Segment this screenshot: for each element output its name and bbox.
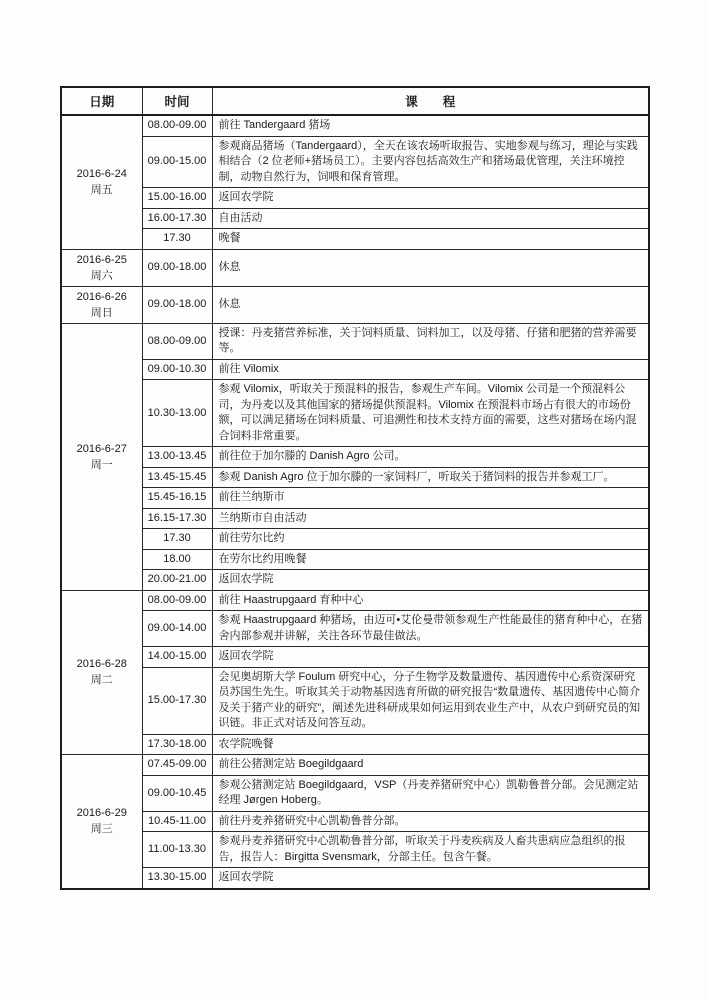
date-cell (61, 755, 142, 889)
weekday-text: 周五 (90, 184, 113, 197)
time-cell: 18.00 (142, 549, 212, 570)
table-row (61, 647, 649, 668)
time-cell: 17.30-18.00 (142, 734, 212, 755)
course-cell: 休息 (212, 286, 649, 323)
date-text: 2016-6-26 (76, 290, 127, 303)
date-text: 2016-6-28 (76, 658, 127, 671)
course-cell: 农学院晚餐 (212, 734, 649, 755)
time-cell: 15.45-16.15 (142, 488, 212, 509)
table-row (61, 136, 649, 188)
table-row (61, 208, 649, 229)
date-cell (61, 249, 142, 286)
course-cell: 自由活动 (212, 208, 649, 229)
table-row (61, 529, 649, 550)
time-cell: 08.00-09.00 (142, 590, 212, 611)
header-time: 时间 (142, 87, 212, 115)
schedule-body (61, 115, 649, 889)
table-row (61, 323, 649, 359)
date-text: 2016-6-27 (76, 442, 127, 455)
course-cell: 休息 (212, 249, 649, 286)
table-row (61, 734, 649, 755)
course-cell: 授课：丹麦猪营养标准，关于饲料质量、饲料加工，以及母猪、仔猪和肥猪的营养需要等。 (212, 323, 649, 359)
table-row (61, 611, 649, 647)
course-cell: 参观商品猪场（Tandergaard），全天在该农场听取报告、实地参观与练习，理论与实践相结合（2 位老师+猪场员工）。主要内容包括高效生产和猪场最优管理，关注环境控制，动物自然行为，饲喂和保育管理。 (212, 136, 649, 188)
course-cell: 前往 Tandergaard 猪场 (212, 115, 649, 136)
date-text: 2016-6-24 (76, 168, 127, 181)
weekday-text: 周二 (90, 674, 113, 687)
table-row (61, 286, 649, 323)
time-cell: 10.30-13.00 (142, 380, 212, 447)
time-cell: 16.00-17.30 (142, 208, 212, 229)
time-cell: 15.00-16.00 (142, 188, 212, 209)
table-row (61, 590, 649, 611)
time-cell: 09.00-10.45 (142, 775, 212, 811)
weekday-text: 周三 (90, 823, 113, 836)
time-cell: 15.00-17.30 (142, 667, 212, 734)
table-row (61, 249, 649, 286)
course-cell: 前往劳尔比约 (212, 529, 649, 550)
course-cell: 前往位于加尔滕的 Danish Agro 公司。 (212, 447, 649, 468)
table-row (61, 508, 649, 529)
table-row (61, 667, 649, 734)
course-cell: 参观 Danish Agro 位于加尔滕的一家饲料厂，听取关于猪饲料的报告并参观工厂。 (212, 467, 649, 488)
course-cell: 晚餐 (212, 229, 649, 250)
table-row (61, 359, 649, 380)
time-cell: 13.45-15.45 (142, 467, 212, 488)
table-row (61, 755, 649, 776)
time-cell: 13.00-13.45 (142, 447, 212, 468)
time-cell: 20.00-21.00 (142, 570, 212, 591)
course-cell: 会见奥胡斯大学 Foulum 研究中心，分子生物学及数量遗传、基因遗传中心系资深研究员苏国生先生。听取其关于动物基因选育所做的研究报告“数量遗传、基因遗传中心简介及关于猪产业的研究”，阐述先进科研成果如何运用到农业生产中，从农户到研究员的知识链。非正式对话及问答互动。 (212, 667, 649, 734)
time-cell: 13.30-15.00 (142, 868, 212, 889)
time-cell: 10.45-11.00 (142, 811, 212, 832)
table-row (61, 775, 649, 811)
course-cell: 在劳尔比约用晚餐 (212, 549, 649, 570)
weekday-text: 周一 (90, 458, 113, 471)
table-row (61, 229, 649, 250)
time-cell: 17.30 (142, 229, 212, 250)
course-cell: 参观丹麦养猪研究中心凯勒鲁普分部，听取关于丹麦疾病及人畜共患病应急组织的报告，报告人：Birgitta Svensmark，分部主任。包含午餐。 (212, 832, 649, 868)
table-row (61, 380, 649, 447)
time-cell: 08.00-09.00 (142, 115, 212, 136)
time-cell: 09.00-18.00 (142, 249, 212, 286)
header-course: 课 程 (212, 87, 649, 115)
table-row (61, 188, 649, 209)
table-row (61, 868, 649, 889)
time-cell: 09.00-18.00 (142, 286, 212, 323)
date-cell (61, 323, 142, 590)
table-row (61, 488, 649, 509)
table-row (61, 467, 649, 488)
table-row (61, 832, 649, 868)
course-cell: 前往公猪测定站 Boegildgaard (212, 755, 649, 776)
course-cell: 前往 Haastrupgaard 育种中心 (212, 590, 649, 611)
time-cell: 09.00-10.30 (142, 359, 212, 380)
course-cell: 前往兰纳斯市 (212, 488, 649, 509)
date-text: 2016-6-29 (76, 807, 127, 820)
weekday-text: 周日 (90, 306, 113, 319)
course-cell: 参观 Haastrupgaard 种猪场，由迈可•艾伦曼带领参观生产性能最佳的猪育种中心，在猪舍内部参观并讲解，关注各环节最佳做法。 (212, 611, 649, 647)
course-cell: 兰纳斯市自由活动 (212, 508, 649, 529)
course-cell: 前往丹麦养猪研究中心凯勒鲁普分部。 (212, 811, 649, 832)
table-row (61, 447, 649, 468)
time-cell: 07.45-09.00 (142, 755, 212, 776)
date-cell (61, 115, 142, 249)
time-cell: 14.00-15.00 (142, 647, 212, 668)
course-cell: 返回农学院 (212, 647, 649, 668)
course-cell: 参观公猪测定站 Boegildgaard，VSP（丹麦养猪研究中心）凯勒鲁普分部。会见测定站经理 Jørgen Hoberg。 (212, 775, 649, 811)
course-cell: 返回农学院 (212, 570, 649, 591)
course-cell: 前往 Vilomix (212, 359, 649, 380)
header-date: 日期 (61, 87, 142, 115)
course-cell: 返回农学院 (212, 188, 649, 209)
schedule-table (60, 86, 650, 890)
time-cell: 09.00-15.00 (142, 136, 212, 188)
time-cell: 17.30 (142, 529, 212, 550)
time-cell: 08.00-09.00 (142, 323, 212, 359)
header-row (61, 87, 649, 115)
table-row (61, 549, 649, 570)
table-row (61, 570, 649, 591)
date-text: 2016-6-25 (76, 253, 127, 266)
time-cell: 11.00-13.30 (142, 832, 212, 868)
table-row (61, 115, 649, 136)
course-cell: 返回农学院 (212, 868, 649, 889)
course-cell: 参观 Vilomix，听取关于预混料的报告，参观生产车间。Vilomix 公司是一个预混料公司，为丹麦以及其他国家的猪场提供预混料。Vilomix 在预混料市场占有很大的市场份额，可以满足猪场在饲料质量、可追溯性和技术支持方面的需要，这些对猪场在场内混合饲料非常重要。 (212, 380, 649, 447)
date-cell (61, 590, 142, 755)
time-cell: 09.00-14.00 (142, 611, 212, 647)
weekday-text: 周六 (90, 269, 113, 282)
time-cell: 16.15-17.30 (142, 508, 212, 529)
date-cell (61, 286, 142, 323)
table-row (61, 811, 649, 832)
